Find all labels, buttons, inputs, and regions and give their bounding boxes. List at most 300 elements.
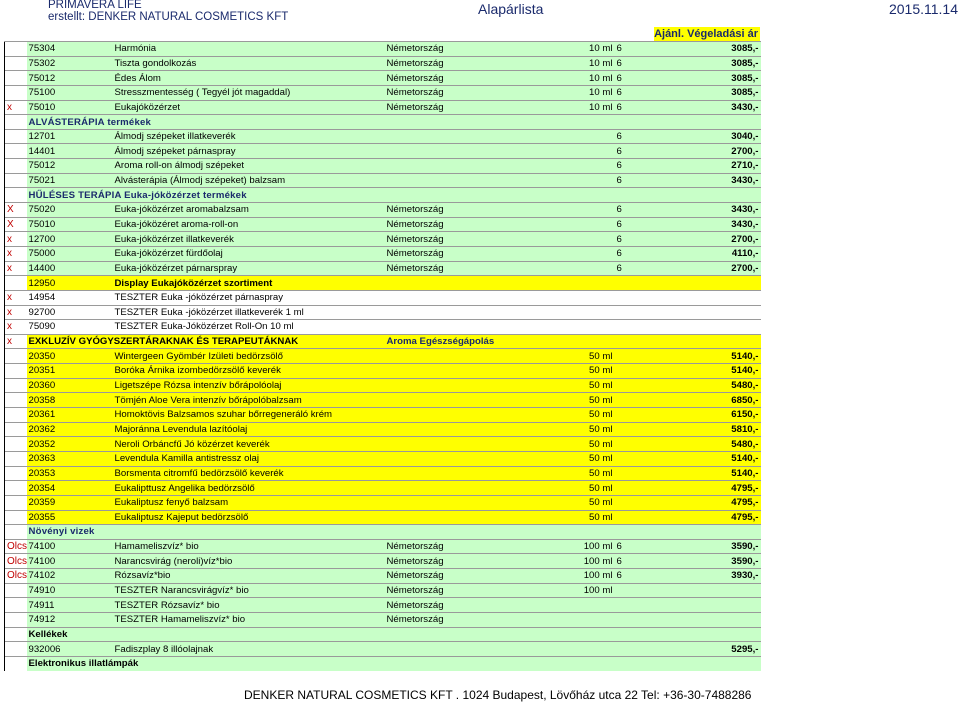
product-quantity: [545, 612, 615, 627]
row-marker: [5, 451, 27, 466]
product-quantity: [545, 320, 615, 335]
table-row: [5, 378, 761, 393]
product-name: Display Eukajóközérzet szortiment: [113, 276, 385, 291]
category-title: EXKLUZÍV GYÓGYSZERTÁRAKNAK ÉS TERAPEUTÁKNAK: [27, 334, 385, 349]
product-code: 12950: [27, 276, 113, 291]
product-pack: 6: [615, 569, 665, 584]
category-row: [5, 334, 761, 349]
table-row: [5, 305, 761, 320]
product-price: 2700,-: [665, 144, 761, 159]
product-code: 14954: [27, 290, 113, 305]
product-price: 3430,-: [665, 173, 761, 188]
product-quantity: 100 ml: [545, 583, 615, 598]
product-pack: [615, 349, 665, 364]
product-pack: [615, 466, 665, 481]
product-country: Németország: [385, 583, 545, 598]
product-price: 3085,-: [665, 42, 761, 57]
product-pack: [615, 276, 665, 291]
product-country: [385, 642, 545, 657]
product-country: Németország: [385, 598, 545, 613]
product-country: Németország: [385, 71, 545, 86]
product-name: Rózsavíz*bio: [113, 569, 385, 584]
product-price: 2700,-: [665, 232, 761, 247]
table-row: [5, 364, 761, 379]
product-country: [385, 349, 545, 364]
product-pack: [615, 598, 665, 613]
product-code: 92700: [27, 305, 113, 320]
product-pack: [615, 495, 665, 510]
product-country: Németország: [385, 232, 545, 247]
product-country: [385, 408, 545, 423]
product-code: 75010: [27, 217, 113, 232]
product-name: Fadiszplay 8 illóolajnak: [113, 642, 385, 657]
row-marker: [5, 393, 27, 408]
row-marker: [5, 378, 27, 393]
product-code: 75012: [27, 159, 113, 174]
table-row: [5, 393, 761, 408]
product-code: 20360: [27, 378, 113, 393]
product-quantity: 100 ml: [545, 569, 615, 584]
product-name: TESZTER Euka -jóközérzet párnaspray: [113, 290, 385, 305]
product-pack: 6: [615, 539, 665, 554]
product-code: 75021: [27, 173, 113, 188]
product-quantity: [545, 261, 615, 276]
product-country: Németország: [385, 569, 545, 584]
product-price: 4795,-: [665, 510, 761, 525]
product-price: 3085,-: [665, 56, 761, 71]
product-pack: 6: [615, 144, 665, 159]
product-price: 5810,-: [665, 422, 761, 437]
product-code: 20350: [27, 349, 113, 364]
product-name: Álmodj szépeket párnaspray: [113, 144, 385, 159]
product-code: 932006: [27, 642, 113, 657]
category-title: Elektronikus illatlámpák: [27, 656, 761, 671]
page-date: 2015.11.14: [888, 1, 958, 17]
table-row: [5, 276, 761, 291]
product-country: [385, 364, 545, 379]
row-marker: x: [5, 261, 27, 276]
product-price: 5140,-: [665, 451, 761, 466]
product-pack: [615, 320, 665, 335]
row-marker: [5, 349, 27, 364]
table-row: [5, 422, 761, 437]
product-quantity: 10 ml: [545, 85, 615, 100]
row-marker: [5, 115, 27, 130]
row-marker: [5, 144, 27, 159]
product-country: [385, 159, 545, 174]
category-title: Növényi vizek: [27, 525, 761, 540]
product-quantity: 100 ml: [545, 554, 615, 569]
product-country: [385, 451, 545, 466]
product-name: Tömjén Aloe Vera intenzív bőrápolóbalzsam: [113, 393, 385, 408]
row-marker: [5, 85, 27, 100]
product-quantity: 100 ml: [545, 539, 615, 554]
product-price: 5480,-: [665, 378, 761, 393]
product-price: 2700,-: [665, 261, 761, 276]
table-row: [5, 349, 761, 364]
table-row: [5, 144, 761, 159]
product-name: TESZTER Euka-Jóközérzet Roll-On 10 ml: [113, 320, 385, 335]
product-pack: 6: [615, 246, 665, 261]
product-name: Euka-jóközérzet párnarspray: [113, 261, 385, 276]
product-code: 12700: [27, 232, 113, 247]
product-price: [665, 305, 761, 320]
table-row: [5, 554, 761, 569]
product-quantity: 50 ml: [545, 408, 615, 423]
product-country: Németország: [385, 539, 545, 554]
row-marker: [5, 173, 27, 188]
row-marker: [5, 71, 27, 86]
product-country: [385, 495, 545, 510]
row-marker: [5, 598, 27, 613]
product-name: Aroma roll-on álmodj szépeket: [113, 159, 385, 174]
product-price: 6150,-: [665, 408, 761, 423]
product-pack: [615, 422, 665, 437]
product-quantity: [545, 129, 615, 144]
product-name: TESZTER Hamameliszvíz* bio: [113, 612, 385, 627]
product-pack: [615, 290, 665, 305]
product-pack: 6: [615, 554, 665, 569]
price-list-table: [4, 41, 761, 671]
product-country: Németország: [385, 203, 545, 218]
product-quantity: 50 ml: [545, 364, 615, 379]
product-quantity: 10 ml: [545, 42, 615, 57]
product-country: [385, 466, 545, 481]
table-row: [5, 437, 761, 452]
product-name: Majoránna Levendula lazítóolaj: [113, 422, 385, 437]
product-quantity: [545, 217, 615, 232]
product-pack: 6: [615, 217, 665, 232]
product-pack: [615, 612, 665, 627]
product-name: Euka-jóközérzet fürdőolaj: [113, 246, 385, 261]
product-country: [385, 290, 545, 305]
product-price: 5295,-: [665, 642, 761, 657]
product-country: [385, 320, 545, 335]
product-quantity: [545, 305, 615, 320]
product-quantity: [545, 144, 615, 159]
product-code: 14400: [27, 261, 113, 276]
product-pack: 6: [615, 71, 665, 86]
product-quantity: [545, 159, 615, 174]
table-row: [5, 466, 761, 481]
table-row: [5, 481, 761, 496]
row-marker: [5, 42, 27, 57]
product-country: [385, 129, 545, 144]
row-marker: Olcs: [5, 539, 27, 554]
product-code: 74100: [27, 554, 113, 569]
product-quantity: 50 ml: [545, 510, 615, 525]
product-code: 75302: [27, 56, 113, 71]
table-row: [5, 451, 761, 466]
product-name: TESZTER Euka -jóközérzet illatkeverék 1 ml: [113, 305, 385, 320]
product-price: 3040,-: [665, 129, 761, 144]
product-country: [385, 393, 545, 408]
table-row: [5, 261, 761, 276]
product-country: [385, 173, 545, 188]
product-quantity: 50 ml: [545, 451, 615, 466]
row-marker: [5, 159, 27, 174]
product-country: Németország: [385, 85, 545, 100]
product-code: 75020: [27, 203, 113, 218]
row-marker: x: [5, 334, 27, 349]
product-name: Euka-jóközérzet aromabalzsam: [113, 203, 385, 218]
product-quantity: 10 ml: [545, 71, 615, 86]
product-pack: [615, 481, 665, 496]
table-row: [5, 642, 761, 657]
product-quantity: 50 ml: [545, 466, 615, 481]
product-code: 20361: [27, 408, 113, 423]
table-row: [5, 232, 761, 247]
table-row: [5, 612, 761, 627]
product-country: Németország: [385, 246, 545, 261]
product-name: Hamameliszvíz* bio: [113, 539, 385, 554]
row-marker: [5, 656, 27, 671]
row-marker: x: [5, 232, 27, 247]
product-quantity: 10 ml: [545, 56, 615, 71]
table-row: [5, 539, 761, 554]
product-price: 3590,-: [665, 554, 761, 569]
product-quantity: 50 ml: [545, 481, 615, 496]
table-row: [5, 583, 761, 598]
product-name: Harmónia: [113, 42, 385, 57]
row-marker: x: [5, 290, 27, 305]
table-row: [5, 569, 761, 584]
product-quantity: [545, 203, 615, 218]
product-pack: 6: [615, 261, 665, 276]
product-pack: 6: [615, 56, 665, 71]
row-marker: [5, 188, 27, 203]
product-code: 20354: [27, 481, 113, 496]
row-marker: [5, 510, 27, 525]
product-price: 3430,-: [665, 217, 761, 232]
product-quantity: [545, 173, 615, 188]
price-column-header: Ajánl. Végeladási ár: [654, 28, 758, 40]
row-marker: X: [5, 217, 27, 232]
product-quantity: [545, 290, 615, 305]
table-row: [5, 56, 761, 71]
row-marker: [5, 495, 27, 510]
product-code: 74911: [27, 598, 113, 613]
row-marker: [5, 642, 27, 657]
brand-name: PRIMAVERA LIFE: [48, 0, 142, 11]
table-row: [5, 495, 761, 510]
table-row: [5, 203, 761, 218]
product-pack: [615, 305, 665, 320]
product-code: 75012: [27, 71, 113, 86]
category-subtitle: Aroma Egészségápolás: [385, 334, 761, 349]
product-code: 75010: [27, 100, 113, 115]
category-title: HŰLÉSES TERÁPIA Euka-jóközérzet termékek: [27, 188, 761, 203]
product-code: 14401: [27, 144, 113, 159]
product-quantity: [545, 598, 615, 613]
product-price: 3430,-: [665, 100, 761, 115]
table-row: [5, 71, 761, 86]
table-row: [5, 408, 761, 423]
product-pack: [615, 642, 665, 657]
product-code: 75000: [27, 246, 113, 261]
table-row: [5, 598, 761, 613]
product-name: Alvásterápia (Álmodj szépeket) balzsam: [113, 173, 385, 188]
product-price: 3085,-: [665, 85, 761, 100]
product-code: 20359: [27, 495, 113, 510]
product-name: Levendula Kamilla antistressz olaj: [113, 451, 385, 466]
product-pack: [615, 364, 665, 379]
category-row: [5, 115, 761, 130]
product-price: 6850,-: [665, 393, 761, 408]
product-pack: 6: [615, 232, 665, 247]
product-name: Wintergeen Gyömbér Izületi bedörzsölő: [113, 349, 385, 364]
product-code: 75304: [27, 42, 113, 57]
product-quantity: 50 ml: [545, 393, 615, 408]
row-marker: [5, 422, 27, 437]
product-pack: [615, 437, 665, 452]
product-price: 2710,-: [665, 159, 761, 174]
product-code: 20362: [27, 422, 113, 437]
product-price: [665, 276, 761, 291]
product-price: [665, 583, 761, 598]
product-price: 4795,-: [665, 495, 761, 510]
product-quantity: [545, 276, 615, 291]
product-quantity: 50 ml: [545, 378, 615, 393]
row-marker: [5, 466, 27, 481]
table-row: [5, 320, 761, 335]
table-row: [5, 173, 761, 188]
row-marker: [5, 437, 27, 452]
product-country: Németország: [385, 42, 545, 57]
product-name: Édes Álom: [113, 71, 385, 86]
product-quantity: [545, 246, 615, 261]
row-marker: [5, 56, 27, 71]
product-name: Boróka Árnika izombedörzsölő keverék: [113, 364, 385, 379]
product-code: 12701: [27, 129, 113, 144]
table-row: [5, 129, 761, 144]
table-row: [5, 246, 761, 261]
product-code: 20352: [27, 437, 113, 452]
product-country: [385, 481, 545, 496]
product-country: Németország: [385, 612, 545, 627]
row-marker: [5, 129, 27, 144]
table-row: [5, 290, 761, 305]
product-price: 5140,-: [665, 364, 761, 379]
category-row: [5, 525, 761, 540]
product-pack: [615, 451, 665, 466]
row-marker: [5, 612, 27, 627]
row-marker: [5, 364, 27, 379]
product-name: TESZTER Narancsvirágvíz* bio: [113, 583, 385, 598]
product-code: 74102: [27, 569, 113, 584]
row-marker: [5, 408, 27, 423]
row-marker: x: [5, 320, 27, 335]
product-quantity: [545, 232, 615, 247]
product-price: 5140,-: [665, 466, 761, 481]
product-price: 5480,-: [665, 437, 761, 452]
product-pack: 6: [615, 85, 665, 100]
product-code: 20363: [27, 451, 113, 466]
product-pack: [615, 583, 665, 598]
product-country: [385, 378, 545, 393]
product-quantity: 50 ml: [545, 349, 615, 364]
product-code: 74910: [27, 583, 113, 598]
table-row: [5, 217, 761, 232]
row-marker: x: [5, 246, 27, 261]
product-pack: 6: [615, 100, 665, 115]
category-row: [5, 656, 761, 671]
table-row: [5, 159, 761, 174]
product-price: 4795,-: [665, 481, 761, 496]
product-country: [385, 144, 545, 159]
row-marker: [5, 525, 27, 540]
product-name: Eukaliptusz Kajeput bedörzsölő: [113, 510, 385, 525]
product-country: Németország: [385, 100, 545, 115]
product-quantity: 50 ml: [545, 495, 615, 510]
product-name: Eukaliptusz fenyő balzsam: [113, 495, 385, 510]
row-marker: x: [5, 305, 27, 320]
category-row: [5, 188, 761, 203]
page-header: [0, 0, 960, 26]
row-marker: x: [5, 100, 27, 115]
product-name: Ligetszépe Rózsa intenzív bőrápolóolaj: [113, 378, 385, 393]
product-pack: 6: [615, 173, 665, 188]
row-marker: Olcs: [5, 569, 27, 584]
row-marker: [5, 627, 27, 642]
product-pack: [615, 378, 665, 393]
product-code: 74912: [27, 612, 113, 627]
product-price: 5140,-: [665, 349, 761, 364]
product-name: Stresszmentesség ( Tegyél jót magaddal): [113, 85, 385, 100]
product-price: [665, 612, 761, 627]
brand-creator: erstellt: DENKER NATURAL COSMETICS KFT: [48, 11, 289, 23]
product-country: Németország: [385, 261, 545, 276]
row-marker: X: [5, 203, 27, 218]
product-price: 3590,-: [665, 539, 761, 554]
product-name: TESZTER Rózsavíz* bio: [113, 598, 385, 613]
product-code: 75100: [27, 85, 113, 100]
product-price: [665, 290, 761, 305]
product-name: Neroli Orbáncfű Jó közérzet keverék: [113, 437, 385, 452]
category-row: [5, 627, 761, 642]
product-pack: [615, 510, 665, 525]
product-quantity: [545, 642, 615, 657]
table-row: [5, 42, 761, 57]
product-country: [385, 305, 545, 320]
table-row: [5, 100, 761, 115]
product-quantity: 10 ml: [545, 100, 615, 115]
page-title: Alapárlista: [478, 1, 544, 17]
product-pack: [615, 408, 665, 423]
product-price: 3085,-: [665, 71, 761, 86]
product-country: [385, 422, 545, 437]
table-row: [5, 85, 761, 100]
product-name: Euka-jóközérzet illatkeverék: [113, 232, 385, 247]
product-country: Németország: [385, 217, 545, 232]
product-quantity: 50 ml: [545, 437, 615, 452]
product-country: Németország: [385, 56, 545, 71]
table-row: [5, 510, 761, 525]
product-country: [385, 437, 545, 452]
product-name: Eukajóközérzet: [113, 100, 385, 115]
product-pack: 6: [615, 42, 665, 57]
product-country: Németország: [385, 554, 545, 569]
product-code: 20355: [27, 510, 113, 525]
product-name: Álmodj szépeket illatkeverék: [113, 129, 385, 144]
row-marker: [5, 583, 27, 598]
product-name: Homoktövis Balzsamos szuhar bőrregeneráló krém: [113, 408, 385, 423]
row-marker: [5, 481, 27, 496]
product-pack: 6: [615, 129, 665, 144]
product-name: Tiszta gondolkozás: [113, 56, 385, 71]
product-price: [665, 320, 761, 335]
row-marker: Olcs: [5, 554, 27, 569]
